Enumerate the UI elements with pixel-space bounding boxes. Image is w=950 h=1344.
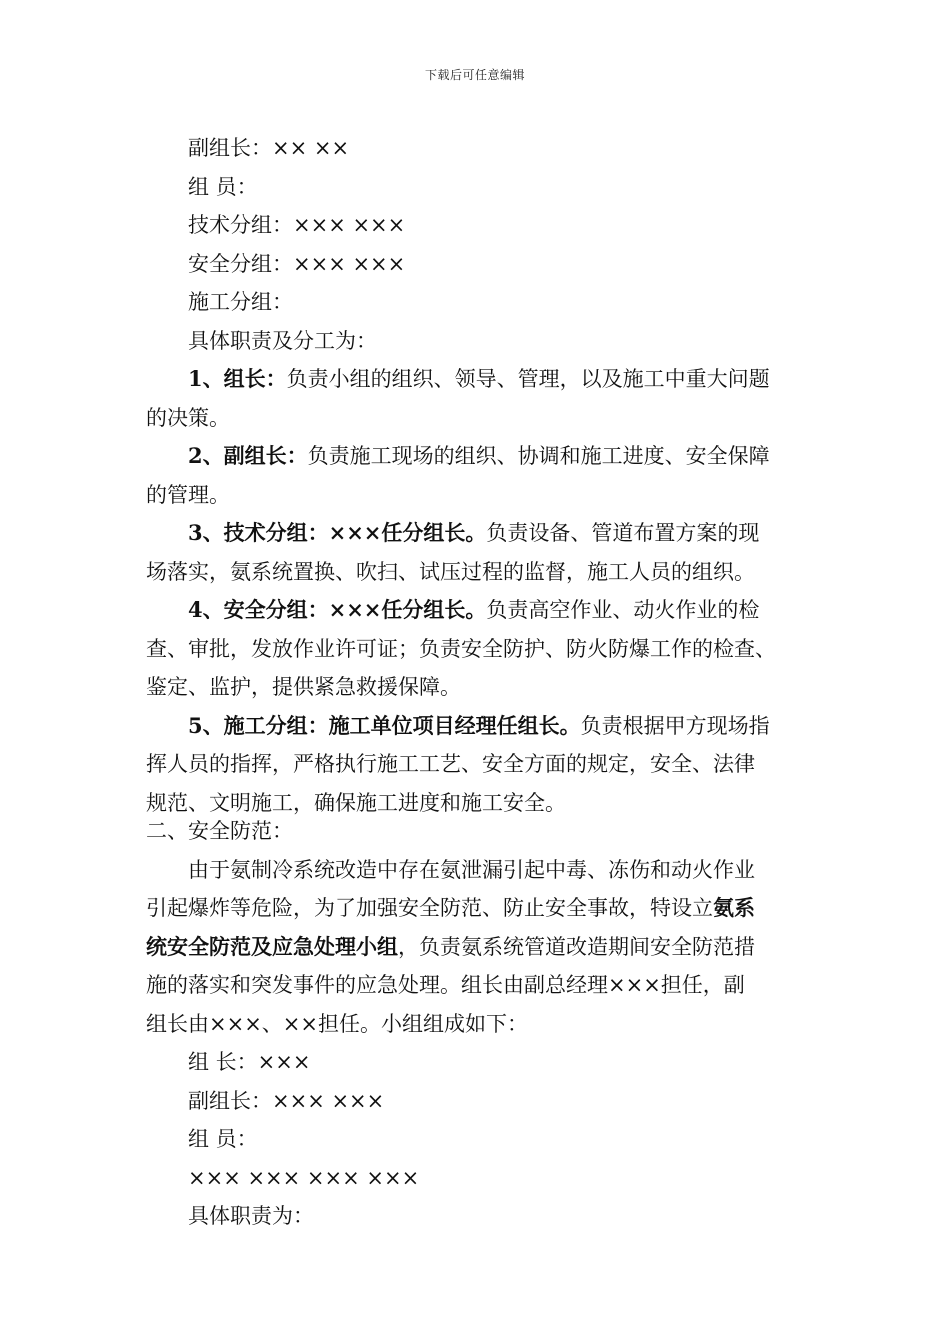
duty-text: 负责小组的组织、领导、管理，以及施工中重大问题 — [286, 367, 770, 391]
section2-para-line: 施的落实和突发事件的应急处理。组长由副总经理×××担任，副 — [146, 973, 745, 997]
section2-para-line: 由于氨制冷系统改造中存在氨泄漏引起中毒、冻伤和动火作业 — [188, 857, 755, 882]
duty-item — [146, 360, 806, 437]
section2-members: ××× ××× ××× ××× — [188, 1165, 420, 1190]
team1-deputy: 副组长：×× ×× — [188, 136, 350, 160]
section2-deputy: 副组长：××× ××× — [188, 1088, 385, 1113]
duty-title: 5、施工分组：施工单位项目经理任组长。 — [188, 712, 581, 738]
section2-para-line — [146, 889, 806, 928]
duty-text-cont: 查、审批，发放作业许可证；负责安全防护、防火防爆工作的检查、 — [146, 636, 776, 661]
team1-safety-group: 安全分组：××× ××× — [188, 251, 406, 276]
section2-text: 引起爆炸等危险，为了加强安全防范、防止安全事故，特设立 — [146, 896, 713, 920]
section2-para-line: 组长由×××、××担任。小组组成如下： — [146, 1011, 528, 1036]
duty-text-cont: 鉴定、监护，提供紧急救援保障。 — [146, 675, 461, 699]
duty-title: 4、安全分组：×××任分组长。 — [188, 597, 487, 622]
section2-leader: 组 长：××× — [188, 1050, 311, 1074]
team1-tech-group: 技术分组：××× ××× — [188, 213, 406, 237]
duty-text-cont: 挥人员的指挥，严格执行施工工艺、安全方面的规定，安全、法律 — [146, 752, 755, 776]
duty-item — [146, 437, 806, 514]
duty-title: 3、技术分组：×××任分组长。 — [188, 520, 487, 545]
duty-text: 负责施工现场的组织、协调和施工进度、安全保障 — [307, 444, 770, 468]
duty-text: 负责设备、管道布置方案的现 — [486, 521, 760, 545]
team1-duties-intro: 具体职责及分工为： — [188, 328, 377, 353]
duty-title: 2、副组长： — [188, 443, 308, 468]
duty-item — [146, 514, 806, 591]
team1-construction-group: 施工分组： — [188, 290, 293, 314]
duty-item — [146, 591, 806, 707]
section2-team-name: 氨系 — [713, 895, 755, 920]
duty-item — [146, 707, 806, 823]
section2-para-line — [146, 928, 806, 967]
duty-text-cont: 规范、文明施工，确保施工进度和施工安全。 — [146, 790, 566, 815]
section2-team-name: 统安全防范及应急处理小组 — [146, 933, 398, 959]
section2-members-label: 组 员： — [188, 1127, 258, 1151]
section2-duties-intro: 具体职责为： — [188, 1204, 314, 1228]
duty-title: 1、组长： — [188, 366, 287, 391]
header-note: 下载后可任意编辑 — [424, 68, 525, 82]
section2-text: ，负责氨系统管道改造期间安全防范措 — [398, 934, 755, 959]
duty-text-cont: 的决策。 — [146, 405, 230, 430]
team1-members-label: 组 员： — [188, 174, 258, 199]
duty-text-cont: 的管理。 — [146, 482, 230, 507]
duty-text: 负责根据甲方现场指 — [580, 713, 770, 738]
document-body — [146, 129, 806, 1236]
section2-heading: 二、安全防范： — [146, 819, 293, 843]
duty-text-cont: 场落实，氨系统置换、吹扫、试压过程的监督，施工人员的组织。 — [146, 559, 755, 584]
duty-text: 负责高空作业、动火作业的检 — [486, 598, 760, 622]
